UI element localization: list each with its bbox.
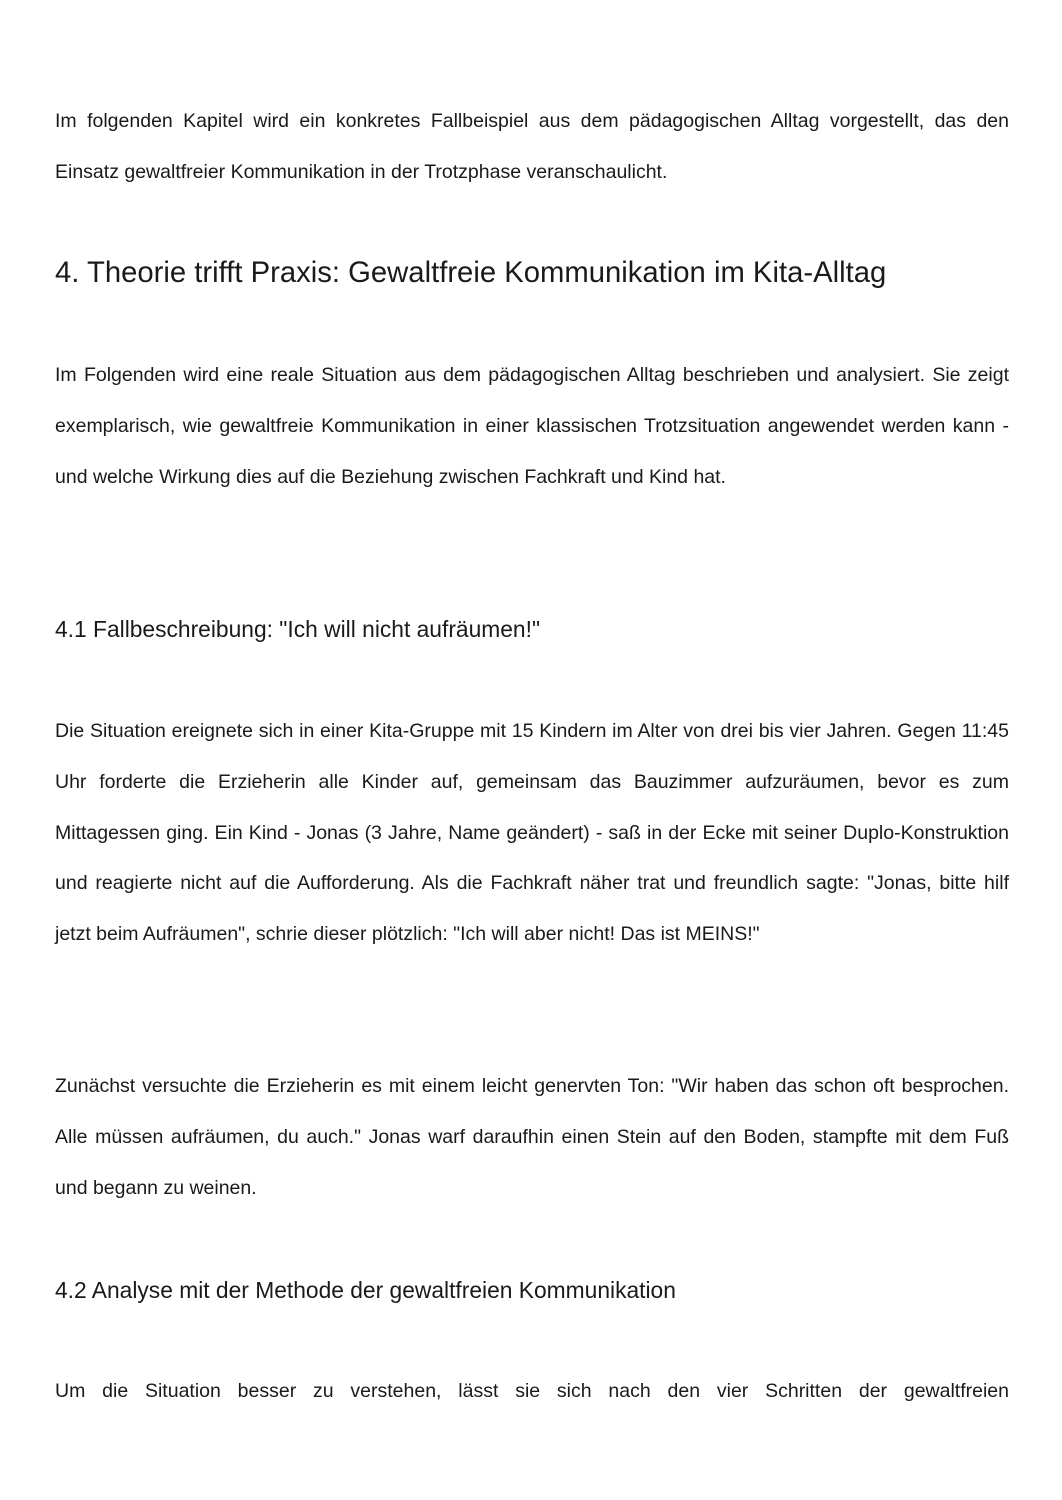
- section-heading-4-2: 4.2 Analyse mit der Methode der gewaltfreien Kommunikation: [55, 1277, 676, 1303]
- section-heading-4-1: 4.1 Fallbeschreibung: "Ich will nicht aufräumen!": [55, 616, 541, 642]
- analysis-intro-paragraph: Um die Situation besser zu verstehen, lässt sie sich nach den vier Schritten der gewaltfreien: [55, 1380, 1009, 1402]
- section-heading-4: 4. Theorie trifft Praxis: Gewaltfreie Kommunikation im Kita-Alltag: [55, 257, 887, 289]
- intro-paragraph: Im folgenden Kapitel wird ein konkretes Fallbeispiel aus dem pädagogischen Alltag vorgestellt, das den Einsatz gewaltfreier Kommunikation in der Trotzphase veranschaulicht.: [55, 110, 1009, 183]
- section-4-intro-paragraph: Im Folgenden wird eine reale Situation aus dem pädagogischen Alltag beschrieben und analysiert. Sie zeigt exemplarisch, wie gewaltfreie Kommunikation in einer klassischen Trotzsituation angewendet werden kann - und welche Wirkung dies auf die Beziehung zwischen Fachkraft und Kind hat.: [55, 364, 1009, 488]
- case-description-paragraph: Die Situation ereignete sich in einer Kita-Gruppe mit 15 Kindern im Alter von drei bis vier Jahren. Gegen 11:45 Uhr forderte die Erzieherin alle Kinder auf, gemeinsam das Bauzimmer aufzuräumen, bevor es zum Mittagessen ging. Ein Kind - Jonas (3 Jahre, Name geändert) - saß in der Ecke mit seiner Duplo-Konstruktion und reagierte nicht auf die Aufforderung. Als die Fachkraft näher trat und freundlich sagte: "Jonas, bitte hilf jetzt beim Aufräumen", schrie dieser plötzlich: "Ich will aber nicht! Das ist MEINS!": [55, 720, 1009, 946]
- case-reaction-paragraph: Zunächst versuchte die Erzieherin es mit einem leicht genervten Ton: "Wir haben das schon oft besprochen. Alle müssen aufräumen, du auch." Jonas warf daraufhin einen Stein auf den Boden, stampfte mit dem Fuß und begann zu weinen.: [55, 1075, 1009, 1199]
